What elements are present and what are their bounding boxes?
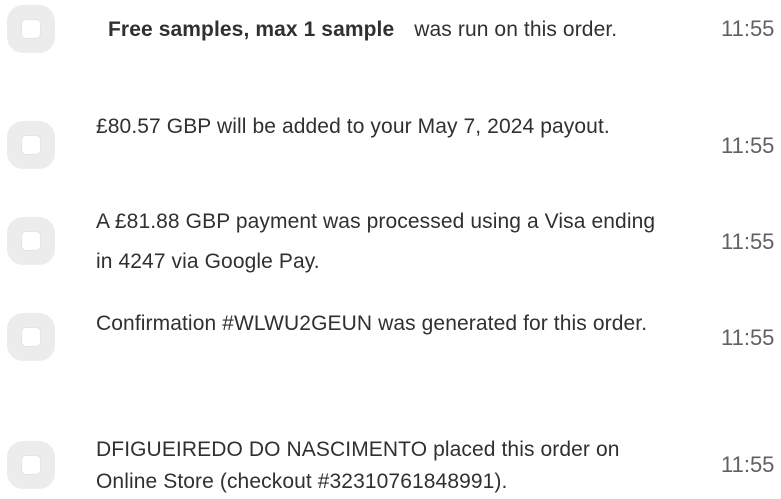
- event-time: 11:55: [721, 325, 775, 350]
- event-text: A £81.88 GBP payment was processed using a Visa ending in 4247 via Google Pay.: [96, 210, 656, 273]
- timeline-event: [0, 308, 781, 368]
- timeline-event: [0, 434, 781, 499]
- timeline-marker-icon: [7, 5, 55, 53]
- timeline-marker-icon: [7, 313, 55, 361]
- event-message: [96, 10, 676, 50]
- timeline-marker-icon: [7, 121, 55, 169]
- event-text: was run on this order.: [414, 18, 618, 41]
- timeline-event: [0, 200, 781, 280]
- event-time: 11:55: [721, 133, 775, 158]
- event-time: 11:55: [721, 452, 775, 477]
- timeline-event: [0, 0, 781, 60]
- event-text: DFIGUEIREDO DO NASCIMENTO placed this order on Online Store (checkout #32310761848991).: [96, 438, 620, 493]
- event-text: £80.57 GBP will be added to your May 7, 2024 payout.: [96, 115, 610, 138]
- event-text: Confirmation #WLWU2GEUN was generated for this order.: [96, 312, 648, 335]
- timeline-marker-icon: [7, 441, 55, 489]
- script-name-chip[interactable]: Free samples, max 1 sample: [98, 10, 404, 50]
- timeline-marker-icon: [7, 217, 55, 265]
- event-time: 11:55: [721, 229, 775, 254]
- event-time: 11:55: [721, 16, 775, 41]
- timeline-event: [0, 105, 781, 185]
